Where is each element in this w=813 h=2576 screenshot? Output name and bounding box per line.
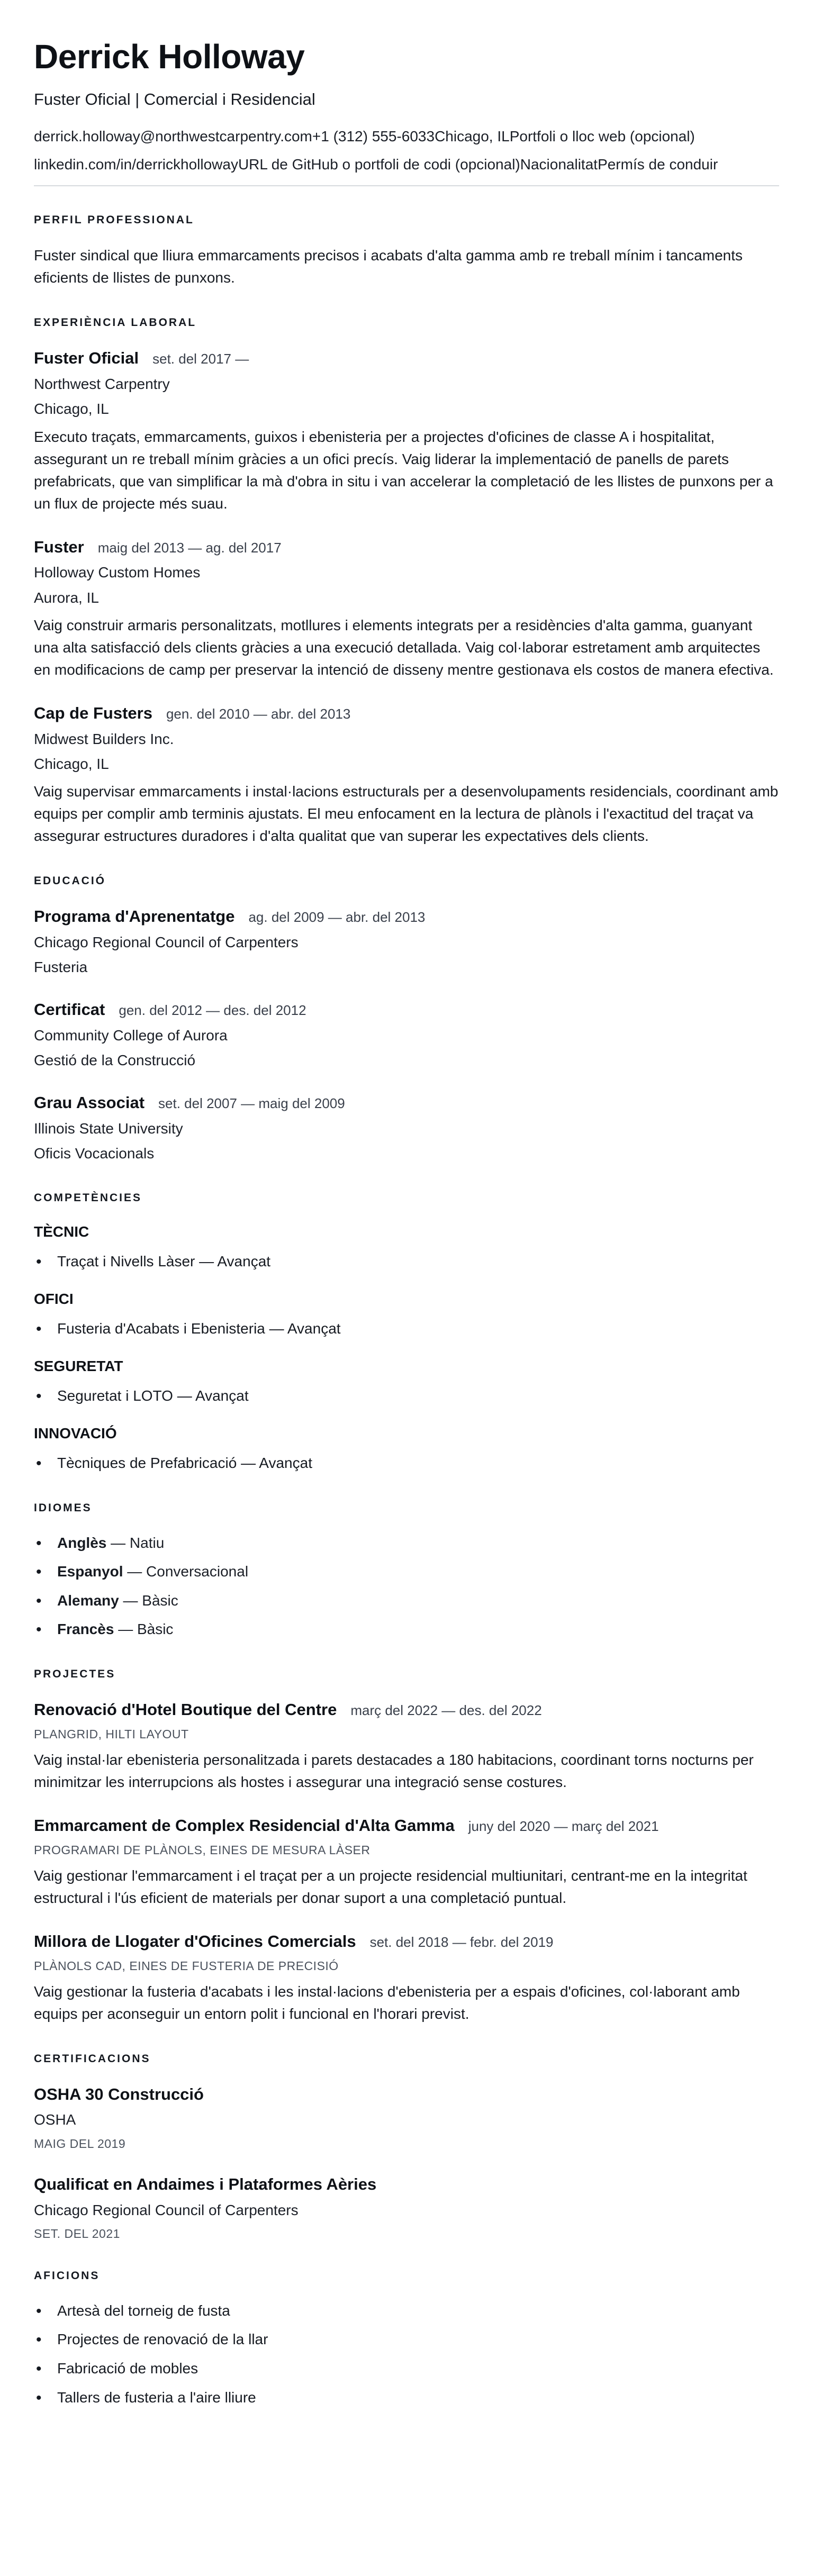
job-title-row — [34, 536, 779, 558]
section-hobbies — [34, 2270, 779, 2408]
skill-item-text: Seguretat i LOTO — Avançat — [57, 1387, 249, 1404]
candidate-tagline: Fuster Oficial | Comercial i Residencial — [34, 90, 315, 109]
hobby-item-text: Artesà del torneig de fusta — [57, 2302, 230, 2319]
skill-list — [34, 1251, 779, 1273]
section-label-experience: EXPERIÈNCIA LABORAL — [34, 316, 197, 329]
project-title: Renovació d'Hotel Boutique del Centre — [34, 1700, 337, 1719]
contact-location: Chicago, IL — [435, 128, 510, 144]
contact-line-2 — [34, 155, 779, 175]
certification-issuer: Chicago Regional Council of Carpenters — [34, 2201, 299, 2218]
certification-entry — [34, 2173, 779, 2242]
job-location: Chicago, IL — [34, 401, 109, 418]
skill-group-name: OFICI — [34, 1290, 74, 1307]
section-certifications — [34, 2053, 779, 2242]
section-profile — [34, 214, 779, 289]
project-tools: PROGRAMARI DE PLÀNOLS, EINES DE MESURA LÀSER — [34, 1843, 371, 1857]
education-field: Fusteria — [34, 958, 88, 975]
hobby-item — [34, 2387, 779, 2409]
language-item — [34, 1561, 779, 1583]
skill-group — [34, 1424, 779, 1474]
profile-summary: Fuster sindical que lliura emmarcaments precisos i acabats d'alta gamma amb re treball mínim i tancaments eficients de llistes de punxons. — [34, 247, 743, 286]
language-item — [34, 1532, 779, 1554]
education-degree: Grau Associat — [34, 1093, 145, 1112]
project-dates: juny del 2020 — març del 2021 — [468, 1818, 659, 1834]
language-level: — Bàsic — [123, 1592, 178, 1609]
project-dates: set. del 2018 — febr. del 2019 — [369, 1934, 554, 1950]
skill-list — [34, 1385, 779, 1407]
skill-item — [34, 1318, 779, 1340]
section-projects — [34, 1668, 779, 2025]
contact-email: derrick.holloway@northwestcarpentry.com — [34, 128, 312, 144]
education-title-row — [34, 999, 779, 1021]
education-dates: ag. del 2009 — abr. del 2013 — [248, 909, 426, 925]
job-company: Holloway Custom Homes — [34, 564, 201, 581]
section-label-hobbies: AFICIONS — [34, 2269, 100, 2282]
project-title: Emmarcament de Complex Residencial d'Alta Gamma — [34, 1816, 455, 1835]
project-entry — [34, 1699, 779, 1793]
education-field: Gestió de la Construcció — [34, 1052, 196, 1069]
education-dates: gen. del 2012 — des. del 2012 — [119, 1002, 306, 1019]
job-title-row — [34, 347, 779, 369]
project-title: Millora de Llogater d'Oficines Comercials — [34, 1931, 356, 1951]
language-list — [34, 1532, 779, 1640]
job-dates: set. del 2017 — — [152, 351, 249, 367]
job-entry — [34, 347, 779, 514]
hobby-list — [34, 2300, 779, 2408]
language-name: Espanyol — [57, 1563, 123, 1580]
language-item — [34, 1619, 779, 1640]
job-description: Vaig construir armaris personalitzats, motllures i elements integrats per a residències d'alta gamma, guanyant una alta satisfacció dels clients gràcies a una execució detallada. Vaig col·laborar estretament amb arquitectes en modificacions de camp per preservar la intenció de disseny mentre gestionava els costos de manera efectiva. — [34, 616, 774, 678]
education-field: Oficis Vocacionals — [34, 1145, 155, 1162]
project-tools: PLÀNOLS CAD, EINES DE FUSTERIA DE PRECISIÓ — [34, 1958, 339, 1973]
skill-group — [34, 1357, 779, 1407]
section-label-languages: IDIOMES — [34, 1501, 92, 1514]
contact-line-1 — [34, 126, 779, 147]
section-languages — [34, 1502, 779, 1640]
job-location: Chicago, IL — [34, 755, 109, 772]
skill-group — [34, 1222, 779, 1273]
job-entry — [34, 702, 779, 847]
certification-date: SET. DEL 2021 — [34, 2226, 120, 2241]
language-level: — Bàsic — [118, 1621, 174, 1638]
education-school: Chicago Regional Council of Carpenters — [34, 933, 299, 950]
language-item — [34, 1590, 779, 1612]
project-tools: PLANGRID, HILTI LAYOUT — [34, 1727, 189, 1741]
candidate-name: Derrick Holloway — [34, 38, 305, 76]
education-title-row — [34, 1092, 779, 1114]
language-name: Alemany — [57, 1592, 119, 1609]
project-title-row — [34, 1815, 779, 1837]
certification-title: Qualificat en Andaimes i Plataformes Aèries — [34, 2174, 377, 2193]
section-label-education: EDUCACIÓ — [34, 874, 106, 887]
resume-header — [34, 38, 779, 186]
section-label-certifications: CERTIFICACIONS — [34, 2052, 151, 2065]
job-description: Executo traçats, emmarcaments, guixos i ebenisteria per a projectes d'oficines de classe A i hospitalitat, assegurant un re treball mínim gràcies a un ofici precís. Vaig liderar la implementació de panells de parets prefabricats, que van simplificar la mà d'obra in situ i van accelerar la completació de les llistes de punxons per a un flux de projecte més suau. — [34, 428, 773, 512]
skill-group-name: TÈCNIC — [34, 1223, 89, 1240]
skill-group-name: SEGURETAT — [34, 1357, 123, 1374]
job-dates: gen. del 2010 — abr. del 2013 — [166, 705, 351, 722]
education-degree: Certificat — [34, 1000, 105, 1019]
contact-linkedin: linkedin.com/in/derrickholloway — [34, 156, 238, 173]
certification-date: MAIG DEL 2019 — [34, 2136, 126, 2151]
hobby-item — [34, 2300, 779, 2322]
skill-item — [34, 1251, 779, 1273]
section-label-projects: PROJECTES — [34, 1667, 116, 1680]
section-skills — [34, 1192, 779, 1474]
project-title-row — [34, 1930, 779, 1953]
education-entry — [34, 905, 779, 977]
contact-driving-license-placeholder: Permís de conduir — [598, 156, 718, 173]
education-entry — [34, 1092, 779, 1164]
hobby-item-text: Fabricació de mobles — [57, 2360, 198, 2377]
education-dates: set. del 2007 — maig del 2009 — [158, 1095, 345, 1112]
certification-entry — [34, 2083, 779, 2152]
skill-group-name: INNOVACIÓ — [34, 1425, 117, 1441]
contact-github-placeholder: URL de GitHub o portfoli de codi (opcional) — [238, 156, 520, 173]
language-level: — Conversacional — [127, 1563, 249, 1580]
project-title-row — [34, 1699, 779, 1721]
education-school: Illinois State University — [34, 1120, 183, 1137]
job-title: Fuster — [34, 537, 84, 556]
hobby-item — [34, 2358, 779, 2380]
certification-title-row — [34, 2083, 779, 2106]
project-description: Vaig instal·lar ebenisteria personalitzada i parets destacades a 180 habitacions, coordinant torns nocturns per minimitzar les interrupcions als hostes i assegurar una integració sense costures. — [34, 1751, 754, 1790]
skill-list — [34, 1453, 779, 1474]
language-name: Francès — [57, 1621, 114, 1638]
job-title-row — [34, 702, 779, 724]
project-entry — [34, 1930, 779, 2025]
hobby-item — [34, 2329, 779, 2351]
project-entry — [34, 1815, 779, 1909]
certification-title: OSHA 30 Construcció — [34, 2084, 204, 2103]
section-experience — [34, 316, 779, 847]
job-company: Northwest Carpentry — [34, 376, 170, 393]
education-school: Community College of Aurora — [34, 1027, 228, 1044]
language-level: — Natiu — [111, 1534, 165, 1551]
job-location: Aurora, IL — [34, 589, 99, 606]
skill-item-text: Fusteria d'Acabats i Ebenisteria — Avançat — [57, 1320, 341, 1337]
section-label-skills: COMPETÈNCIES — [34, 1191, 142, 1204]
job-description: Vaig supervisar emmarcaments i instal·lacions estructurals per a desenvolupaments residencials, coordinant amb equips per complir amb terminis ajustats. El meu enfocament en la lectura de plànols i l'exactitud del traçat va assegurar estructures duradores i d'alta qualitat que van superar les expectatives dels clients. — [34, 783, 779, 844]
hobby-item-text: Tallers de fusteria a l'aire lliure — [57, 2389, 256, 2406]
education-title-row — [34, 905, 779, 928]
contact-portfolio-placeholder: Portfoli o lloc web (opcional) — [509, 128, 695, 144]
job-title: Cap de Fusters — [34, 703, 152, 722]
contact-nationality-placeholder: Nacionalitat — [520, 156, 598, 173]
job-company: Midwest Builders Inc. — [34, 730, 174, 747]
certification-issuer: OSHA — [34, 2111, 76, 2128]
section-education — [34, 875, 779, 1164]
skill-item-text: Tècniques de Prefabricació — Avançat — [57, 1454, 312, 1471]
skill-group — [34, 1290, 779, 1340]
skill-item — [34, 1453, 779, 1474]
contact-phone: +1 (312) 555-6033 — [312, 128, 435, 144]
education-entry — [34, 999, 779, 1071]
skill-item — [34, 1385, 779, 1407]
project-description: Vaig gestionar l'emmarcament i el traçat per a un projecte residencial multiunitari, centrant-me en la integritat estructural i l'ús eficient de materials per donar suport a una completació puntual. — [34, 1867, 747, 1906]
job-dates: maig del 2013 — ag. del 2017 — [97, 539, 282, 556]
project-dates: març del 2022 — des. del 2022 — [350, 1702, 542, 1718]
education-degree: Programa d'Aprenentatge — [34, 906, 235, 926]
job-entry — [34, 536, 779, 681]
skill-item-text: Traçat i Nivells Làser — Avançat — [57, 1253, 271, 1269]
job-title: Fuster Oficial — [34, 349, 139, 368]
language-name: Anglès — [57, 1534, 107, 1551]
certification-title-row — [34, 2173, 779, 2196]
section-label-profile: PERFIL PROFESSIONAL — [34, 214, 194, 226]
project-description: Vaig gestionar la fusteria d'acabats i les instal·lacions d'ebenisteria per a espais d'oficines, col·laborant amb equips per aconseguir un entorn polit i funcional en l'horari previst. — [34, 1983, 740, 2022]
hobby-item-text: Projectes de renovació de la llar — [57, 2331, 268, 2348]
skill-list — [34, 1318, 779, 1340]
header-divider — [34, 185, 779, 186]
